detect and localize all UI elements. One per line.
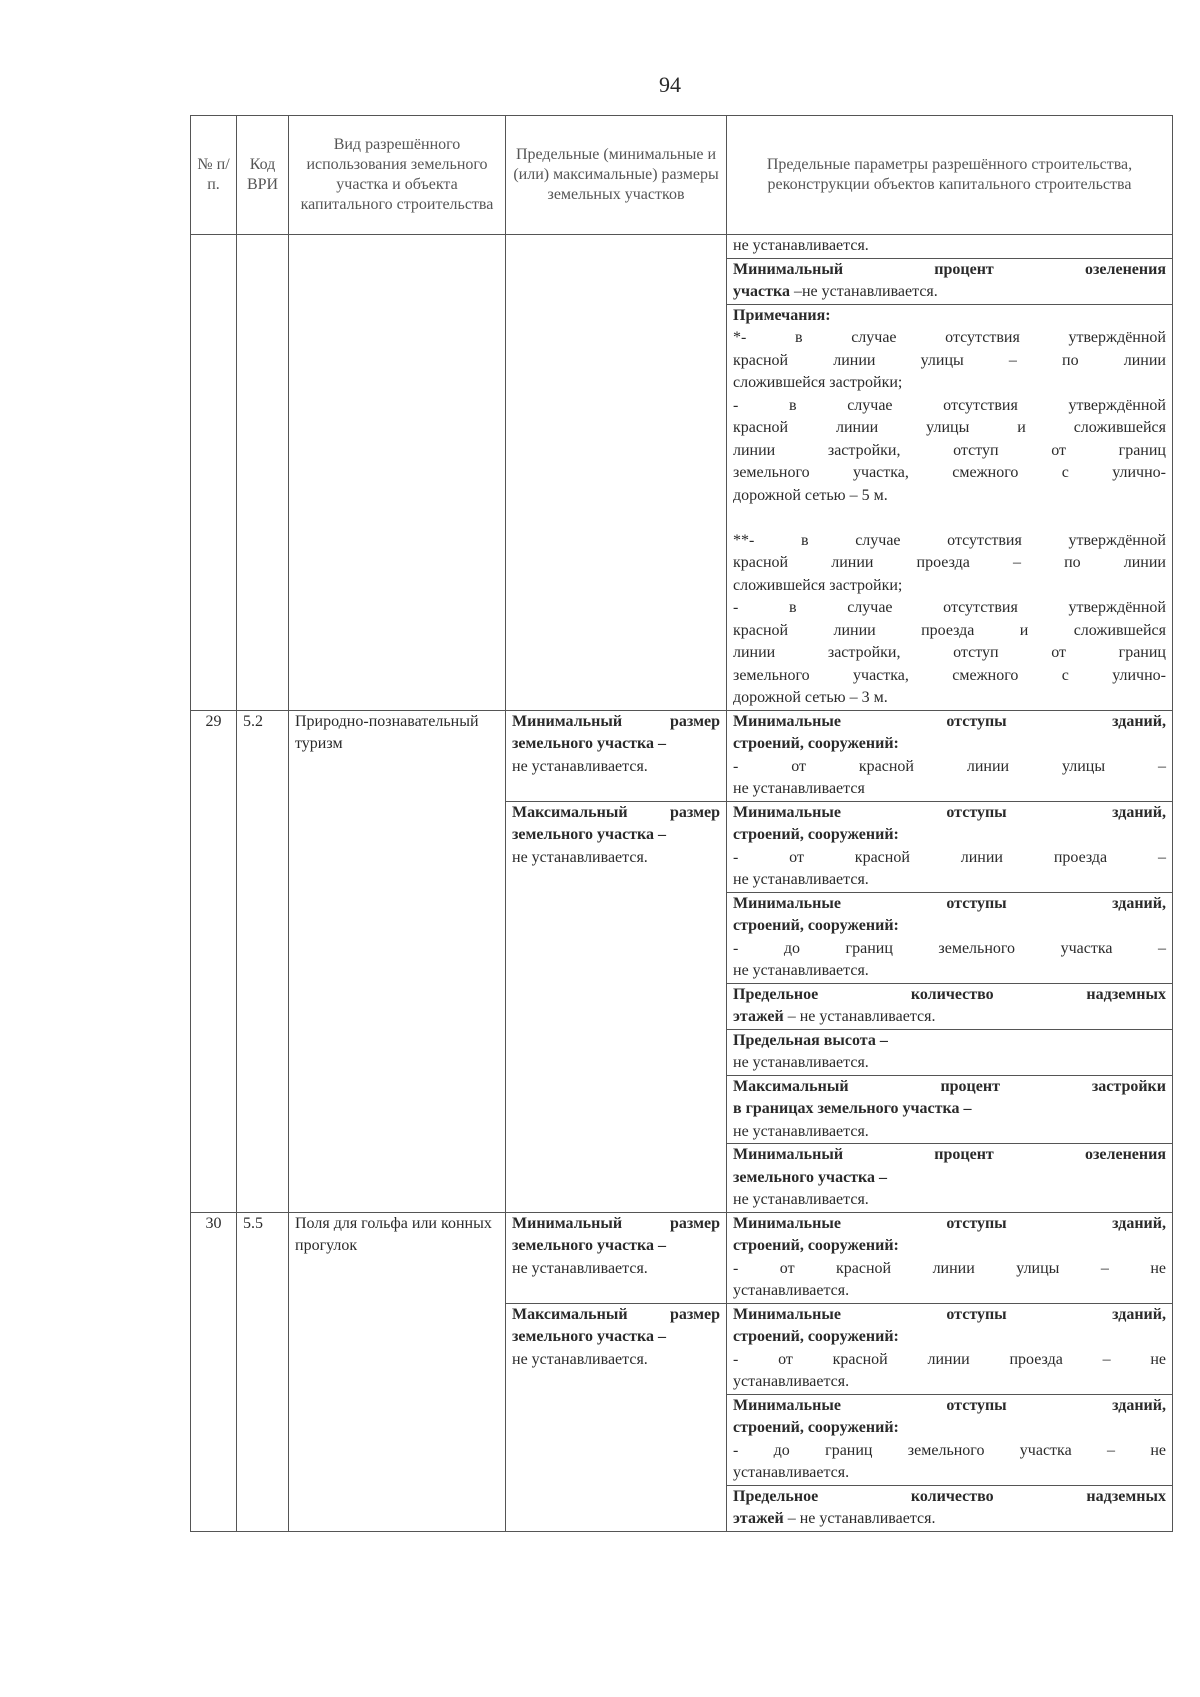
cell-max-size: Максимальный размер земельного участка – не устанавливается. <box>506 801 727 1212</box>
param-build-percent: Максимальный процент застройки в границах земельного участка – не устанавливается. <box>727 1075 1173 1144</box>
cell-code-cont <box>237 235 289 711</box>
param-notes: Примечания: *- в случае отсутствия утверждённой красной линии улицы – по линии сложившейся застройки; - в случае отсутствия утверждённой красной линии улицы и сложившейся линии застройки, отступ от границ земельного участка, смежного с улично- дорожной сетью – 5 м. **- в случае отсутствия утверждённой красной линии проезда – по линии сложившейся застройки; - в случае отсутствия утверждённой красной линии проезда и сложившейся линии застройки, отступ от границ земельного участка, смежного с улично- дорожной сетью – 3 м. <box>727 304 1173 710</box>
cell-code: 5.5 <box>237 1212 289 1531</box>
param-floors: Предельное количество надземных этажей – не устанавливается. <box>727 1485 1173 1531</box>
param-setback-street: Минимальные отступы зданий, строений, сооружений: - от красной линии улицы – не устанавливается <box>727 710 1173 801</box>
cell-size-cont <box>506 235 727 711</box>
param-setback-boundary: Минимальные отступы зданий, строений, сооружений: - до границ земельного участка – не устанавливается. <box>727 892 1173 983</box>
param-greening-percent: Минимальный процент озеленения земельного участка – не устанавливается. <box>727 1144 1173 1213</box>
param-height: Предельная высота – не устанавливается. <box>727 1029 1173 1075</box>
page-number: 94 <box>659 72 681 97</box>
cell-num: 29 <box>191 710 237 1212</box>
table-row <box>191 1212 1173 1303</box>
notes-title: Примечания: <box>733 306 831 324</box>
header-size: Предельные (минимальные и (или) максимальные) размеры земельных участков <box>506 116 727 235</box>
cell-type: Природно-познавательный туризм <box>289 710 506 1212</box>
header-code: Код ВРИ <box>237 116 289 235</box>
header-params: Предельные параметры разрешённого строительства, реконструкции объектов капитального строительства <box>727 116 1173 235</box>
cell-code: 5.2 <box>237 710 289 1212</box>
cell-num: 30 <box>191 1212 237 1531</box>
cell-max-size: Максимальный размер земельного участка – не устанавливается. <box>506 1303 727 1531</box>
param-setback-driveway: Минимальные отступы зданий, строений, сооружений: - от красной линии проезда – не устанавливается. <box>727 801 1173 892</box>
cell-type: Поля для гольфа или конных прогулок <box>289 1212 506 1531</box>
param-greening-cont: Минимальный процент озеленения участка –не устанавливается. <box>727 258 1173 304</box>
cell-num-cont <box>191 235 237 711</box>
cell-type-cont <box>289 235 506 711</box>
regulations-table <box>190 115 1173 1532</box>
table-header-row <box>191 116 1173 235</box>
table-row-continuation <box>191 235 1173 259</box>
cell-min-size: Минимальный размер земельного участка – не устанавливается. <box>506 710 727 801</box>
cell-min-size: Минимальный размер земельного участка – не устанавливается. <box>506 1212 727 1303</box>
header-type: Вид разрешённого использования земельного участка и объекта капитального строительства <box>289 116 506 235</box>
param-cont-line: не устанавливается. <box>727 235 1173 259</box>
param-setback-driveway: Минимальные отступы зданий, строений, сооружений: - от красной линии проезда – не устанавливается. <box>727 1303 1173 1394</box>
param-setback-boundary: Минимальные отступы зданий, строений, сооружений: - до границ земельного участка – не устанавливается. <box>727 1394 1173 1485</box>
header-num: № п/п. <box>191 116 237 235</box>
param-setback-street: Минимальные отступы зданий, строений, сооружений: - от красной линии улицы – не устанавливается. <box>727 1212 1173 1303</box>
param-floors: Предельное количество надземных этажей – не устанавливается. <box>727 983 1173 1029</box>
table-row <box>191 710 1173 801</box>
